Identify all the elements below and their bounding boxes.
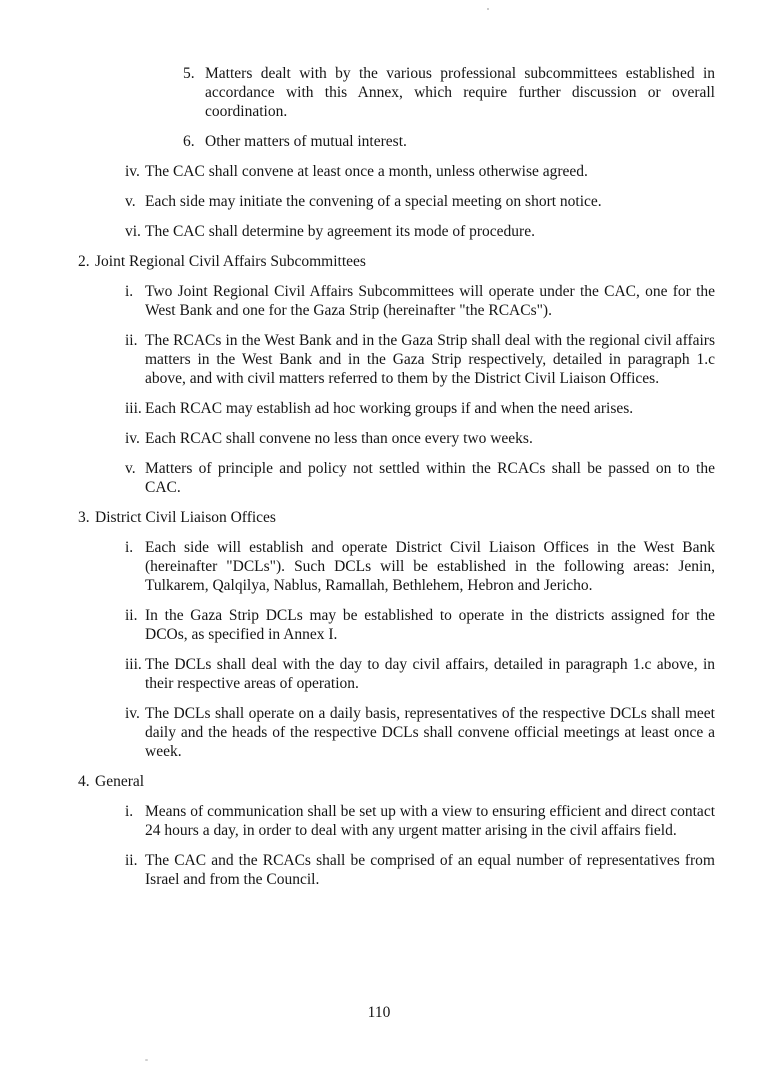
item-2-iv: [78, 429, 715, 448]
item-marker: iv.: [125, 163, 140, 180]
item-text: Each side may initiate the convening of a special meeting on short notice.: [145, 193, 602, 210]
item-text: The DCLs shall operate on a daily basis, representatives of the respective DCLs shall meet daily and the heads of the respective DCLs shall convene official meetings at least once a week.: [145, 705, 715, 760]
item-text: Each RCAC shall convene no less than once every two weeks.: [145, 430, 533, 447]
item-text: Other matters of mutual interest.: [205, 133, 407, 150]
section-heading-4: [78, 772, 715, 791]
item-marker: ii.: [125, 332, 138, 349]
section-number: 4.: [78, 773, 90, 790]
item-marker: v.: [125, 193, 136, 210]
item-text: Two Joint Regional Civil Affairs Subcommittees will operate under the CAC, one for the West Bank and one for the Gaza Strip (hereinafter "the RCACs").: [145, 283, 715, 319]
item-marker: iii.: [125, 400, 142, 417]
item-1-c-6: [78, 132, 715, 151]
section-title: General: [95, 773, 145, 790]
item-3-iv: [78, 704, 715, 761]
item-marker: vi.: [125, 223, 141, 240]
item-marker: iii.: [125, 656, 142, 673]
item-text: The DCLs shall deal with the day to day civil affairs, detailed in paragraph 1.c above, in their respective areas of operation.: [145, 656, 715, 692]
item-4-ii: [78, 851, 715, 889]
item-1-iv: [78, 162, 715, 181]
item-2-iii: [78, 399, 715, 418]
item-1-vi: [78, 222, 715, 241]
item-marker: 6.: [183, 133, 195, 150]
section-number: 3.: [78, 509, 90, 526]
item-2-ii: [78, 331, 715, 388]
item-marker: i.: [125, 283, 134, 300]
item-marker: v.: [125, 460, 136, 477]
item-2-v: [78, 459, 715, 497]
item-marker: ii.: [125, 607, 138, 624]
section-title: Joint Regional Civil Affairs Subcommittees: [95, 253, 366, 270]
scan-speck-top: [487, 8, 489, 10]
item-text: The CAC and the RCACs shall be comprised of an equal number of representatives from Israel and from the Council.: [145, 852, 715, 888]
item-1-v: [78, 192, 715, 211]
item-text: Each side will establish and operate District Civil Liaison Offices in the West Bank (hereinafter "DCLs"). Such DCLs will be established in the following areas: Jenin, Tulkarem, Qalqilya, Nablus, Ramallah, Bethlehem, Hebron and Jericho.: [145, 539, 715, 594]
document-body: [78, 64, 715, 889]
item-1-c-5: [78, 64, 715, 121]
section-number: 2.: [78, 253, 90, 270]
item-4-i: [78, 802, 715, 840]
page-number: 110: [367, 1004, 391, 1021]
scan-speck-bottom: [145, 1059, 148, 1061]
item-text: The CAC shall determine by agreement its mode of procedure.: [145, 223, 535, 240]
item-marker: ii.: [125, 852, 138, 869]
item-3-i: [78, 538, 715, 595]
item-marker: i.: [125, 803, 134, 820]
item-3-ii: [78, 606, 715, 644]
section-title: District Civil Liaison Offices: [95, 509, 276, 526]
item-3-iii: [78, 655, 715, 693]
section-heading-2: [78, 252, 715, 271]
item-text: The CAC shall convene at least once a month, unless otherwise agreed.: [145, 163, 588, 180]
item-text: Matters of principle and policy not settled within the RCACs shall be passed on to the CAC.: [145, 460, 715, 496]
item-text: In the Gaza Strip DCLs may be established to operate in the districts assigned for the DCOs, as specified in Annex I.: [145, 607, 715, 643]
item-text: Means of communication shall be set up with a view to ensuring efficient and direct contact 24 hours a day, in order to deal with any urgent matter arising in the civil affairs field.: [145, 803, 715, 839]
item-marker: iv.: [125, 430, 140, 447]
item-text: Matters dealt with by the various professional subcommittees established in accordance with this Annex, which require further discussion or overall coordination.: [205, 65, 715, 120]
item-marker: i.: [125, 539, 134, 556]
item-text: The RCACs in the West Bank and in the Gaza Strip shall deal with the regional civil affairs matters in the West Bank and in the Gaza Strip respectively, detailed in paragraph 1.c above, and with civil matters referred to them by the District Civil Liaison Offices.: [145, 332, 715, 387]
item-text: Each RCAC may establish ad hoc working groups if and when the need arises.: [145, 400, 634, 417]
item-marker: 5.: [183, 65, 195, 82]
item-2-i: [78, 282, 715, 320]
section-heading-3: [78, 508, 715, 527]
item-marker: iv.: [125, 705, 140, 722]
